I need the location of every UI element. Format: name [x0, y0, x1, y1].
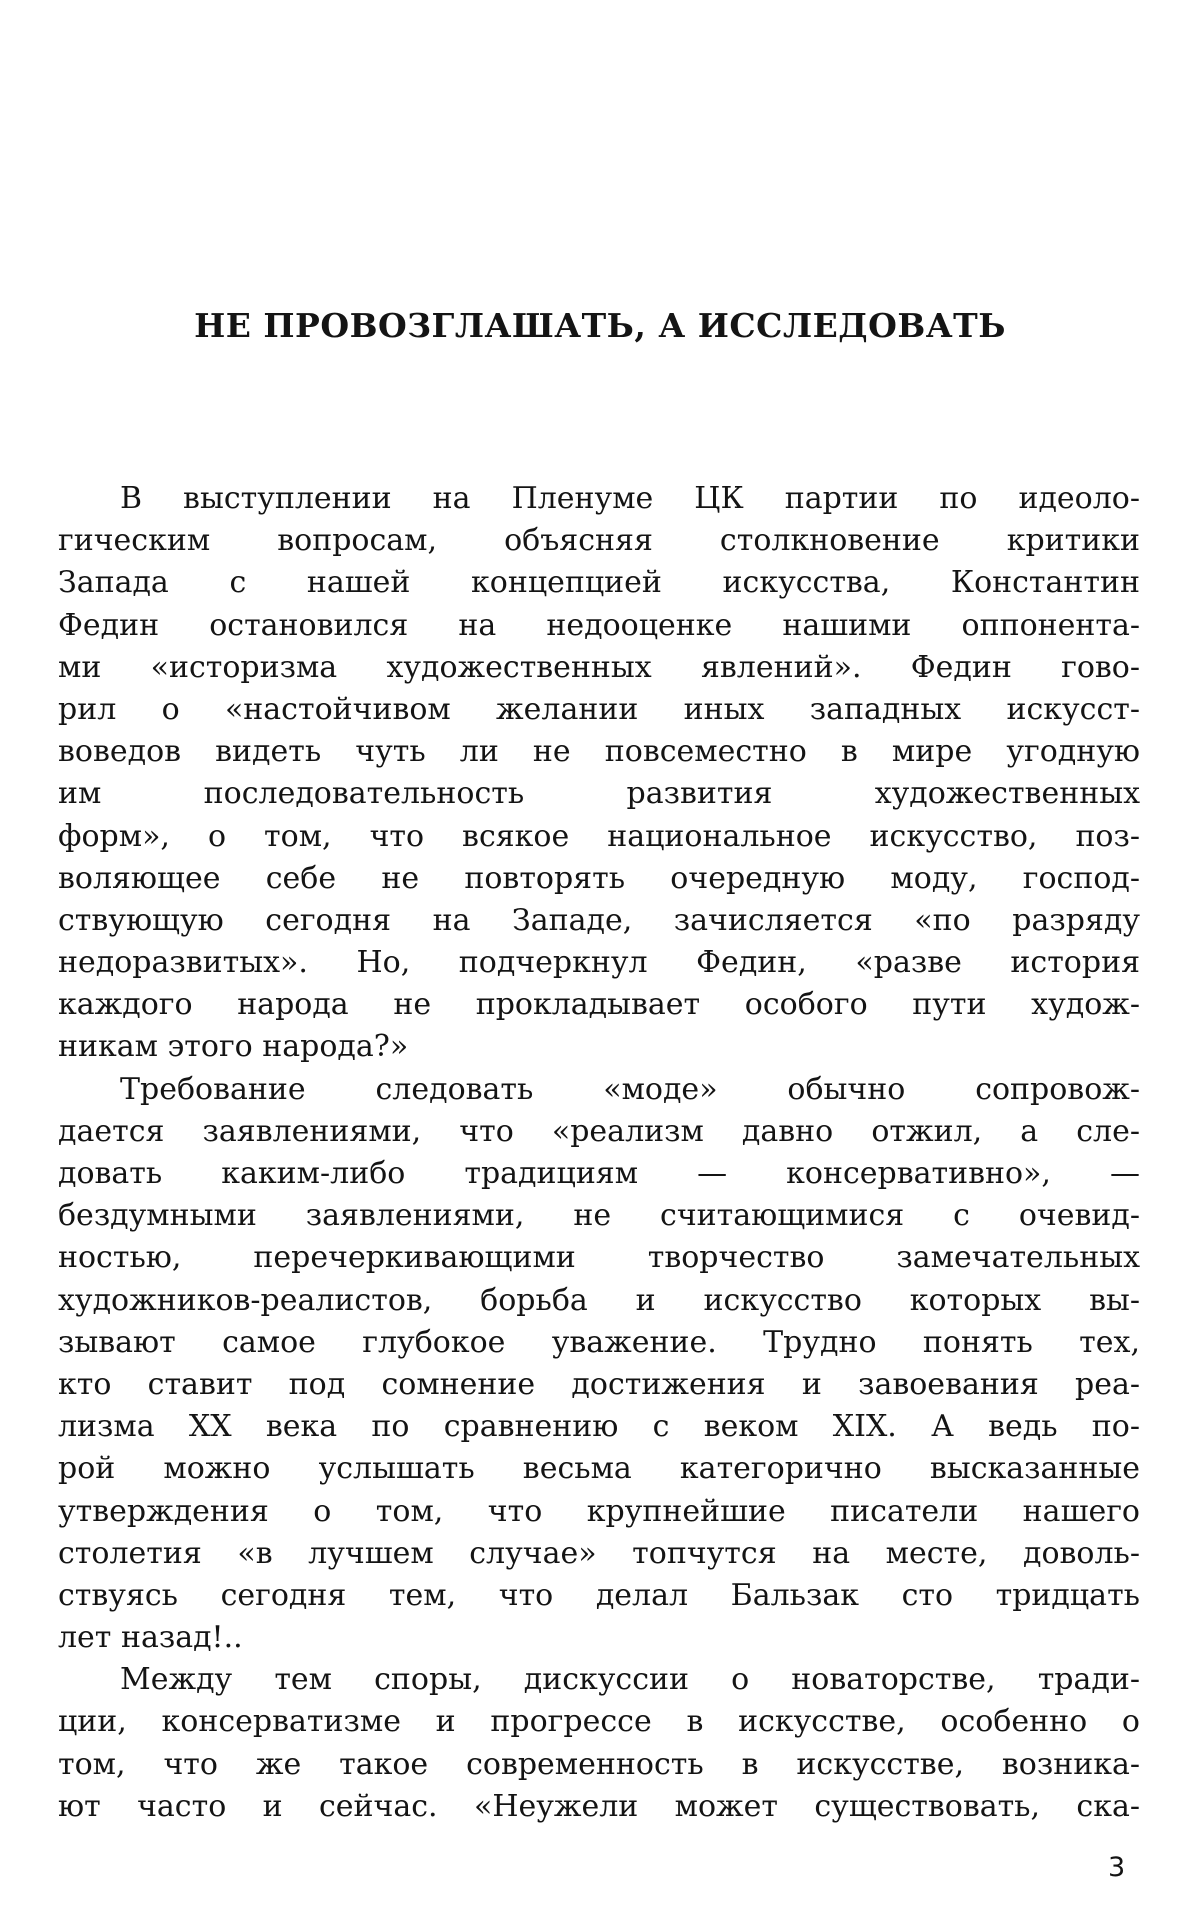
text-line: Федин остановился на недооценке нашими оппонента- [58, 607, 1140, 643]
text-line: рил о «настойчивом желании иных западных искусст- [58, 691, 1140, 727]
body-text [58, 478, 1140, 1828]
text-line: ностью, перечеркивающими творчество замечательных [58, 1240, 1140, 1276]
text-line: ствуясь сегодня тем, что делал Бальзак сто тридцать [58, 1577, 1140, 1613]
text-line: воведов видеть чуть ли не повсеместно в мире угодную [58, 734, 1140, 770]
text-line: кто ставит под сомнение достижения и завоевания реа- [58, 1366, 1140, 1402]
text-line: гическим вопросам, объясняя столкновение критики [58, 523, 1140, 559]
text-line: зывают самое глубокое уважение. Трудно понять тех, [58, 1324, 1140, 1360]
text-line: каждого народа не прокладывает особого пути худож- [58, 987, 1140, 1023]
text-line: воляющее себе не повторять очередную моду, господ- [58, 860, 1140, 896]
text-line: недоразвитых». Но, подчеркнул Федин, «разве история [58, 945, 1140, 981]
text-line: В выступлении на Пленуме ЦК партии по идеоло- [120, 481, 1140, 516]
text-line: рой можно услышать весьма категорично высказанные [58, 1451, 1140, 1487]
text-line: ют часто и сейчас. «Неужели может существовать, ска- [58, 1788, 1140, 1824]
text-line: ции, консерватизме и прогрессе в искусстве, особенно о [58, 1704, 1140, 1740]
text-line: бездумными заявлениями, не считающимися с очевид- [58, 1198, 1140, 1234]
text-line: утверждения о том, что крупнейшие писатели нашего [58, 1493, 1140, 1529]
text-line: дается заявлениями, что «реализм давно отжил, а сле- [58, 1113, 1140, 1149]
chapter-title: НЕ ПРОВОЗГЛАШАТЬ, А ИССЛЕДОВАТЬ [194, 306, 1006, 345]
text-line: форм», о том, что всякое национальное искусство, поз- [58, 818, 1140, 854]
text-line: столетия «в лучшем случае» топчутся на месте, доволь- [58, 1535, 1140, 1571]
text-line: довать каким-либо традициям — консервативно», — [58, 1156, 1140, 1191]
text-line: лизма XX века по сравнению с веком XIX. А ведь по- [58, 1409, 1140, 1445]
text-line: никам этого народа?» [58, 1029, 409, 1065]
text-line: художников-реалистов, борьба и искусство которых вы- [58, 1282, 1140, 1318]
text-line: Требование следовать «моде» обычно сопровож- [120, 1071, 1140, 1107]
text-line: лет назад!.. [58, 1620, 243, 1656]
text-line: им последовательность развития художественных [58, 776, 1140, 812]
text-line: ми «историзма художественных явлений». Федин гово- [58, 649, 1140, 685]
page-number: 3 [1108, 1852, 1126, 1883]
text-line: ствующую сегодня на Западе, зачисляется «по разряду [58, 902, 1140, 938]
text-line: Запада с нашей концепцией искусства, Константин [58, 565, 1140, 601]
text-line: Между тем споры, дискуссии о новаторстве, тради- [120, 1662, 1140, 1698]
text-line: том, что же такое современность в искусстве, возника- [58, 1746, 1140, 1782]
